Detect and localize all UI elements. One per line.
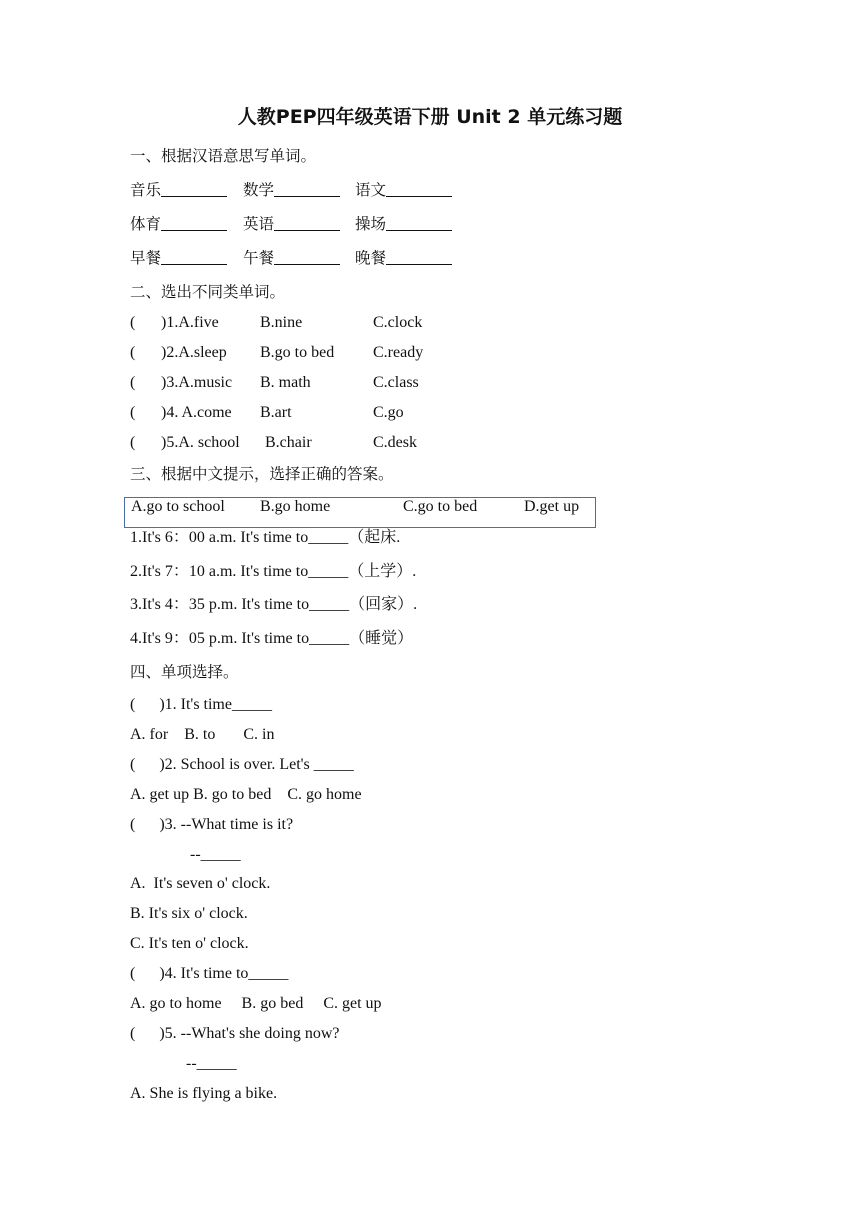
section-2-heading: 二、选出不同类单词。 bbox=[130, 283, 286, 301]
mc-question: ( )3. --What time is it? bbox=[130, 816, 294, 833]
mc-question: ( )1. It's time_____ bbox=[130, 696, 272, 713]
odd-question: )1.A.five bbox=[161, 314, 219, 331]
mc-option: C. It's ten o' clock. bbox=[130, 935, 249, 952]
odd-option-b: B.chair bbox=[265, 434, 312, 451]
mc-options: A. go to home B. go bed C. get up bbox=[130, 995, 382, 1012]
answer-blank bbox=[386, 250, 452, 265]
vocab-word: 音乐 bbox=[130, 181, 162, 199]
odd-question: )2.A.sleep bbox=[161, 344, 227, 361]
odd-option-b: B.nine bbox=[260, 314, 303, 331]
vocab-word: 语文 bbox=[355, 181, 387, 199]
answer-blank bbox=[386, 216, 452, 231]
paren: ( bbox=[130, 344, 136, 361]
mc-question: ( )5. --What's she doing now? bbox=[130, 1025, 340, 1042]
box-option: D.get up bbox=[524, 498, 580, 515]
vocab-item bbox=[130, 248, 227, 268]
vocab-item bbox=[243, 214, 340, 234]
answer-blank bbox=[161, 182, 227, 197]
fill-question: 2.It's 7：10 a.m. It's time to_____（上学）. bbox=[130, 563, 417, 580]
fill-question: 1.It's 6：00 a.m. It's time to_____（起床. bbox=[130, 529, 401, 546]
vocab-item bbox=[355, 248, 452, 268]
fill-question: 3.It's 4：35 p.m. It's time to_____（回家）. bbox=[130, 596, 418, 613]
odd-option-c: C.ready bbox=[373, 344, 424, 361]
odd-question: )5.A. school bbox=[161, 434, 240, 451]
mc-option: B. It's six o' clock. bbox=[130, 905, 248, 922]
answer-blank bbox=[274, 250, 340, 265]
vocab-word: 英语 bbox=[243, 215, 275, 233]
odd-option-b: B. math bbox=[260, 374, 311, 391]
answer-blank bbox=[386, 182, 452, 197]
fill-question: 4.It's 9：05 p.m. It's time to_____（睡觉） bbox=[130, 630, 414, 647]
vocab-word: 午餐 bbox=[243, 249, 275, 267]
vocab-item bbox=[243, 180, 340, 200]
mc-answer-line: --_____ bbox=[186, 1055, 237, 1072]
answer-blank bbox=[161, 250, 227, 265]
odd-option-c: C.clock bbox=[373, 314, 423, 331]
box-option: B.go home bbox=[260, 498, 331, 515]
vocab-item bbox=[355, 214, 452, 234]
section-3-heading: 三、根据中文提示，选择正确的答案。 bbox=[130, 465, 394, 483]
mc-question: ( )4. It's time to_____ bbox=[130, 965, 289, 982]
odd-question: )3.A.music bbox=[161, 374, 233, 391]
vocab-item bbox=[130, 214, 227, 234]
box-option: A.go to school bbox=[131, 498, 225, 515]
answer-blank bbox=[274, 182, 340, 197]
mc-options: A. for B. to C. in bbox=[130, 726, 275, 743]
mc-question: ( )2. School is over. Let's _____ bbox=[130, 756, 354, 773]
mc-answer-line: --_____ bbox=[190, 846, 241, 863]
odd-option-c: C.go bbox=[373, 404, 404, 421]
vocab-word: 数学 bbox=[243, 181, 275, 199]
mc-options: A. get up B. go to bed C. go home bbox=[130, 786, 362, 803]
odd-question: )4. A.come bbox=[161, 404, 232, 421]
odd-option-c: C.desk bbox=[373, 434, 417, 451]
odd-option-b: B.go to bed bbox=[260, 344, 335, 361]
paren: ( bbox=[130, 314, 136, 331]
answer-blank bbox=[274, 216, 340, 231]
section-1-heading: 一、根据汉语意思写单词。 bbox=[130, 147, 317, 165]
vocab-word: 早餐 bbox=[130, 249, 162, 267]
vocab-word: 体育 bbox=[130, 215, 162, 233]
mc-option: A. She is flying a bike. bbox=[130, 1085, 278, 1102]
box-option: C.go to bed bbox=[403, 498, 478, 515]
paren: ( bbox=[130, 434, 136, 451]
mc-option: A. It's seven o' clock. bbox=[130, 875, 271, 892]
paren: ( bbox=[130, 404, 136, 421]
vocab-item bbox=[243, 248, 340, 268]
odd-option-b: B.art bbox=[260, 404, 292, 421]
vocab-item bbox=[130, 180, 227, 200]
vocab-word: 操场 bbox=[355, 215, 387, 233]
vocab-item bbox=[355, 180, 452, 200]
paren: ( bbox=[130, 374, 136, 391]
vocab-word: 晚餐 bbox=[355, 249, 387, 267]
section-4-heading: 四、单项选择。 bbox=[130, 663, 239, 681]
odd-option-c: C.class bbox=[373, 374, 419, 391]
page-title: 人教PEP四年级英语下册 Unit 2 单元练习题 bbox=[237, 106, 623, 128]
answer-blank bbox=[161, 216, 227, 231]
